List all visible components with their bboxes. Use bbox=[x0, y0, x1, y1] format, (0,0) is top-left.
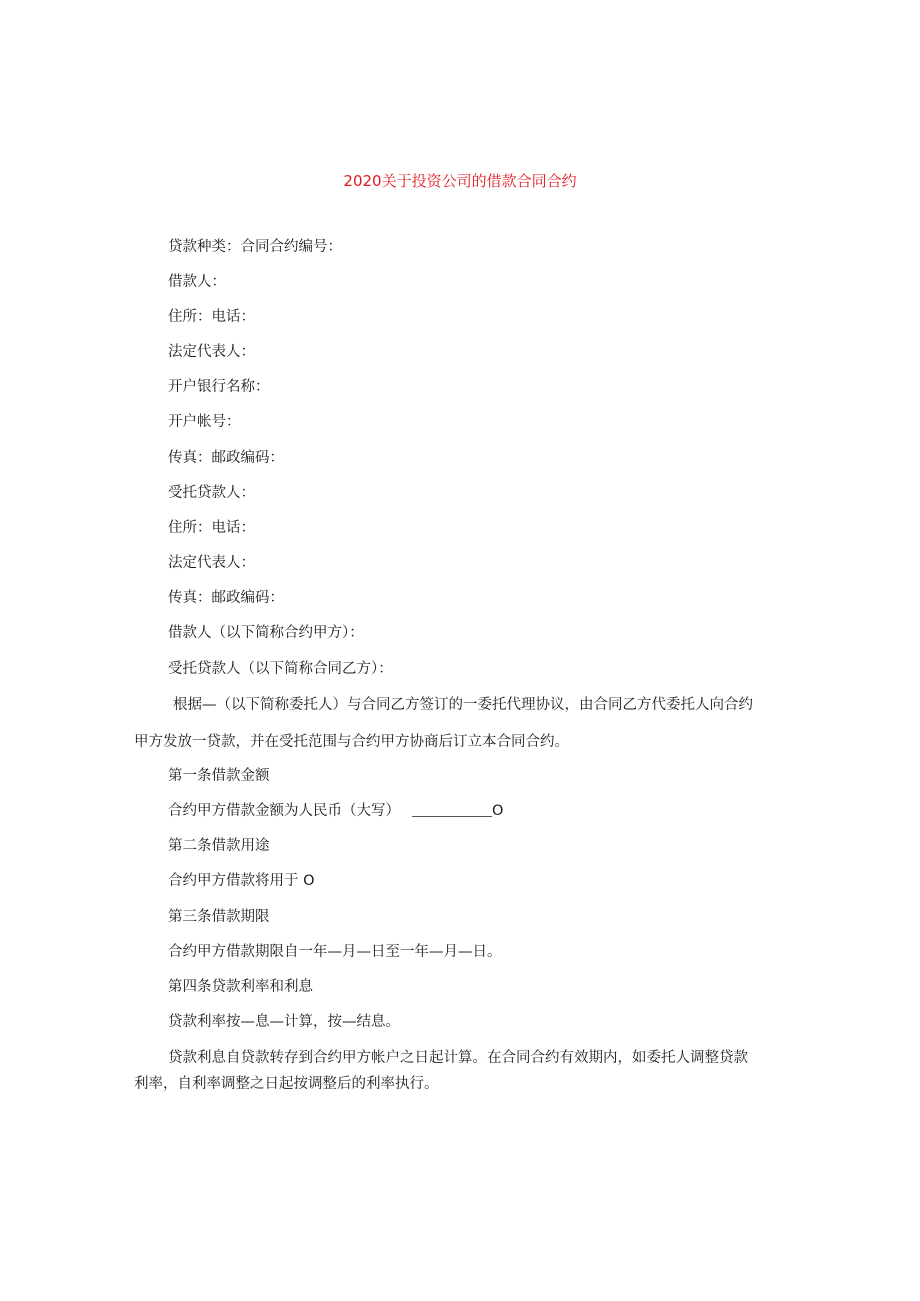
field-fax-postcode-2: 传真：邮政编码： bbox=[168, 590, 284, 606]
article-1-end: O bbox=[492, 803, 504, 819]
field-loan-type: 贷款种类：合同合约编号： bbox=[168, 239, 342, 255]
article-3-title: 第三条借款期限 bbox=[168, 909, 270, 925]
article-4-text: 贷款利率按—息—计算，按—结息。 bbox=[168, 1014, 400, 1030]
field-address-phone: 住所：电话： bbox=[168, 309, 255, 325]
article-2-end: O bbox=[303, 873, 315, 889]
field-borrower: 借款人： bbox=[168, 274, 226, 290]
article-2-title: 第二条借款用途 bbox=[168, 838, 270, 854]
field-legal-rep-2: 法定代表人： bbox=[168, 555, 255, 571]
paragraph-interest-line2: 利率，自利率调整之日起按调整后的利率执行。 bbox=[134, 1076, 439, 1092]
article-1-text bbox=[168, 799, 503, 820]
article-4-title: 第四条贷款利率和利息 bbox=[168, 979, 313, 995]
document-title: 2020关于投资公司的借款合同合约 bbox=[343, 172, 577, 190]
field-account-no: 开户帐号： bbox=[168, 414, 241, 430]
article-2-body: 合约甲方借款将用于 bbox=[168, 873, 299, 889]
paragraph-interest-line1: 贷款利息自贷款转存到合约甲方帐户之日起计算。在合同合约有效期内，如委托人调整贷款 bbox=[168, 1050, 748, 1066]
article-2-text bbox=[168, 869, 315, 890]
paragraph-basis-line1: 根据—（以下简称委托人）与合同乙方签订的一委托代理协议，由合同乙方代委托人向合约 bbox=[173, 697, 753, 713]
article-1-title: 第一条借款金额 bbox=[168, 768, 270, 784]
field-entrusted-lender: 受托贷款人： bbox=[168, 485, 255, 501]
field-legal-rep: 法定代表人： bbox=[168, 344, 255, 360]
party-b-line: 受托贷款人（以下简称合同乙方）： bbox=[168, 661, 393, 677]
paragraph-basis-line2: 甲方发放一贷款，并在受托范围与合约甲方协商后订立本合同合约。 bbox=[134, 734, 569, 750]
field-fax-postcode: 传真：邮政编码： bbox=[168, 450, 284, 466]
article-3-text: 合约甲方借款期限自一年—月—日至一年—月—日。 bbox=[168, 944, 502, 960]
field-address-phone-2: 住所：电话： bbox=[168, 520, 255, 536]
party-a-line: 借款人（以下简称合约甲方）： bbox=[168, 625, 364, 641]
amount-blank bbox=[412, 804, 492, 817]
article-1-body: 合约甲方借款金额为人民币（大写） bbox=[168, 803, 400, 819]
field-bank-name: 开户银行名称： bbox=[168, 379, 270, 395]
